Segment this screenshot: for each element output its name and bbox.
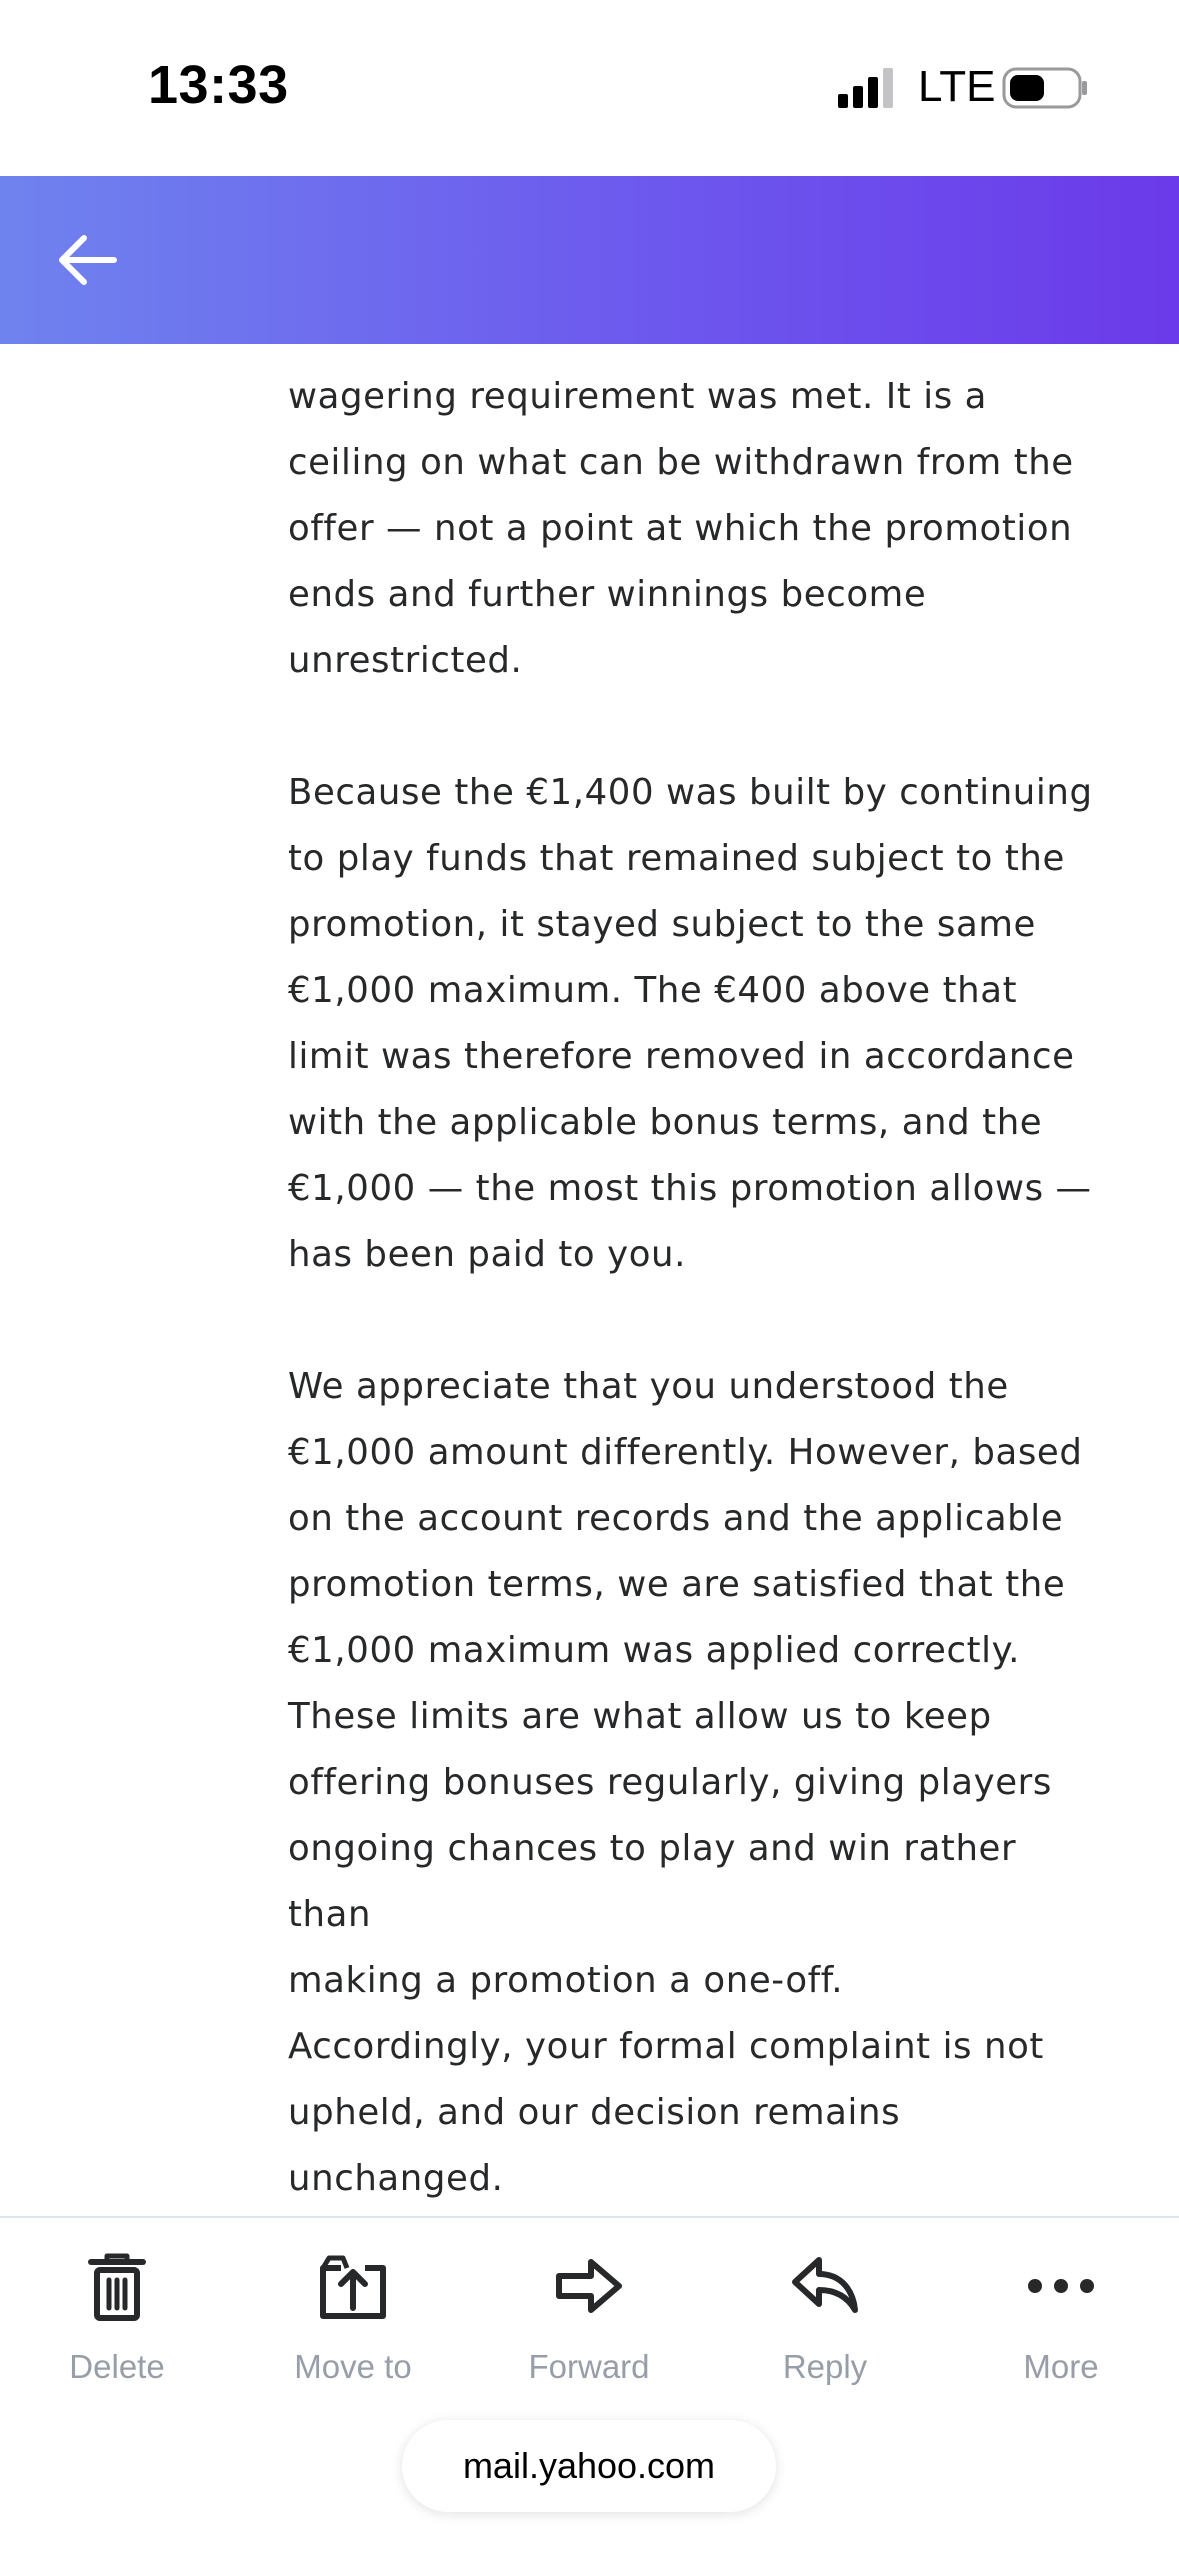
message-paragraph: We appreciate that you understood the €1,000 amount differently. However, based on the account records and the applicable promotion terms, we are satisfied that the €1,000 maximum was applied correctly. These limits are what allow us to keep offering bonuses regularly, giving players ongoing chances to play and win rather than making a promotion a one-off. [288, 1366, 1083, 2001]
browser-url-bar[interactable]: mail.yahoo.com [402, 2420, 776, 2512]
network-type-label: LTE [918, 62, 996, 111]
forward-arrow-icon [549, 2246, 629, 2326]
back-arrow-icon[interactable] [44, 216, 132, 304]
status-time: 13:33 [148, 55, 289, 115]
message-body [0, 344, 1179, 2216]
move-to-label: Move to [294, 2348, 412, 2385]
cellular-signal-icon [838, 68, 898, 108]
message-paragraph: Because the €1,400 was built by continuing to play funds that remained subject to the promotion, it stayed subject to the same €1,000 maximum. The €400 above that limit was therefore removed in accordance with the applicable bonus terms, and the €1,000 — the most this promotion allows — has been paid to you. [288, 772, 1093, 1275]
message-header [0, 176, 1179, 344]
reply-label: Reply [782, 2348, 868, 2385]
move-to-button[interactable] [253, 2246, 453, 2406]
forward-label: Forward [528, 2348, 650, 2385]
delete-button[interactable] [17, 2246, 217, 2406]
delete-label: Delete [69, 2348, 165, 2385]
more-dots-icon [1021, 2246, 1101, 2326]
trash-icon [77, 2246, 157, 2326]
more-button[interactable] [961, 2246, 1161, 2406]
battery-icon [1002, 66, 1090, 110]
reply-button[interactable] [725, 2246, 925, 2406]
reply-arrow-icon [785, 2246, 865, 2326]
message-paragraph: Accordingly, your formal complaint is not upheld, and our decision remains unchanged. [288, 2026, 1044, 2199]
more-label: More [1023, 2348, 1099, 2385]
message-paragraph: wagering requirement was met. It is a ceiling on what can be withdrawn from the offer — not a point at which the promotion ends and further winnings become unrestricted. [288, 376, 1074, 681]
forward-button[interactable] [489, 2246, 689, 2406]
status-bar [0, 0, 1179, 176]
move-to-icon [313, 2246, 393, 2326]
